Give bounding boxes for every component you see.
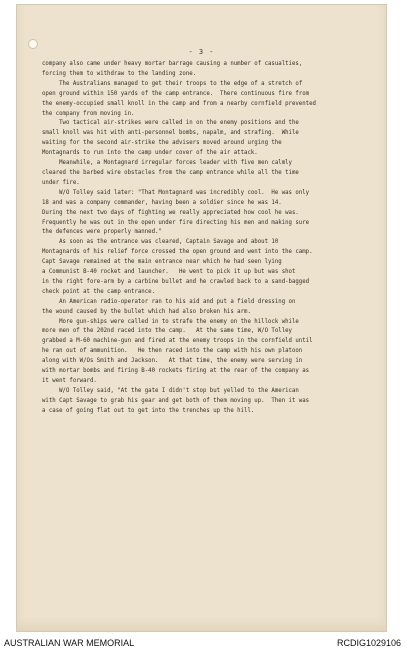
text-line: a case of going flat out to get into the trenches up the hill. [42, 407, 255, 414]
text-line: in the right fore-arm by a carbine bullet and he crawled back to a sand-bagged [42, 278, 310, 285]
text-line: it went forward. [42, 378, 97, 384]
text-line: Montagnards of his relief force crossed the open ground and went into the camp. [42, 249, 313, 256]
text-line: As soon as the entrance was cleared, Captain Savage and about 10 [42, 239, 279, 246]
text-line: Montagnards to run into the camp under cover of the air attack. [42, 150, 258, 157]
footer-record-id: RCDIG1029106 [336, 638, 401, 648]
text-line: check point at the camp entrance. [42, 288, 155, 295]
text-line: Two tactical air-strikes were called in on the enemy positions and the [42, 120, 299, 127]
text-line: forcing them to withdraw to the landing zone. [42, 70, 197, 77]
text-line: the defences were properly manned." [42, 229, 162, 236]
text-line: with Capt Savage to grab his gear and get both of them moving up. Then it was [42, 397, 310, 404]
text-line: a Communist B-40 rocket and launcher. He went to pick it up but was shot [42, 269, 296, 276]
text-line: with mortar bombs and firing B-40 rockets firing at the rear of the company as [42, 368, 310, 375]
text-line: under fire. [42, 179, 80, 186]
text-line: Meanwhile, a Montagnard irregular forces leader with five men calmly [42, 160, 292, 167]
text-line: W/O Tolley said, "At the gate I didn't stop but yelled to the American [42, 387, 299, 394]
text-line: he ran out of ammunition. He then raced into the camp with his own platoon [42, 348, 303, 355]
text-line: 18 and was a company commander, having been a soldier since he was 14. [42, 199, 282, 206]
page-number: - 3 - [188, 48, 215, 56]
text-line: Frequently he was out in the open under fire directing his men and making sure [42, 219, 310, 226]
text-line: the enemy-occupied small knoll in the camp and from a nearby cornfield prevented [42, 100, 316, 107]
text-line: small knoll was hit with anti-personnel bombs, napalm, and strafing. While [42, 130, 299, 137]
footer-source: AUSTRALIAN WAR MEMORIAL [4, 638, 135, 648]
text-line: the company from moving in. [42, 110, 135, 117]
text-line: Capt Savage remained at the main entrance near which he had seen lying [42, 259, 282, 266]
text-line: along with W/Os Smith and Jackson. At that time, the enemy were serving in [42, 358, 303, 365]
text-line: company also came under heavy mortar barrage causing a number of casualties, [42, 61, 303, 67]
text-line: An American radio-operator ran to his aid and put a field dressing on [42, 298, 296, 305]
text-line: open ground within 150 yards of the camp entrance. There continuous fire from [42, 90, 310, 97]
text-line: W/O Tolley said later: "That Montagnard was incredibly cool. He was only [42, 189, 310, 196]
text-line: grabbed a M-60 machine-gun and fired at the enemy troops in the cornfield until [42, 338, 313, 345]
document-page [16, 4, 387, 632]
typed-text-body [42, 60, 376, 417]
text-line: more men of the 202nd raced into the camp. At the same time, W/O Tolley [42, 328, 292, 335]
text-line: The Australians managed to get their troops to the edge of a stretch of [42, 80, 303, 87]
text-line: More gun-ships were called in to strafe the enemy on the hillock while [42, 318, 299, 325]
text-line: cleared the barbed wire obstacles from the camp entrance while all the time [42, 169, 299, 176]
archive-footer [0, 638, 405, 652]
text-line: the wound caused by the bullet which had also broken his arm. [42, 308, 251, 315]
text-line: During the next two days of fighting we really appreciated how cool he was. [42, 209, 299, 216]
text-line: waiting for the second air-strike the advisers moved around urging the [42, 140, 282, 147]
